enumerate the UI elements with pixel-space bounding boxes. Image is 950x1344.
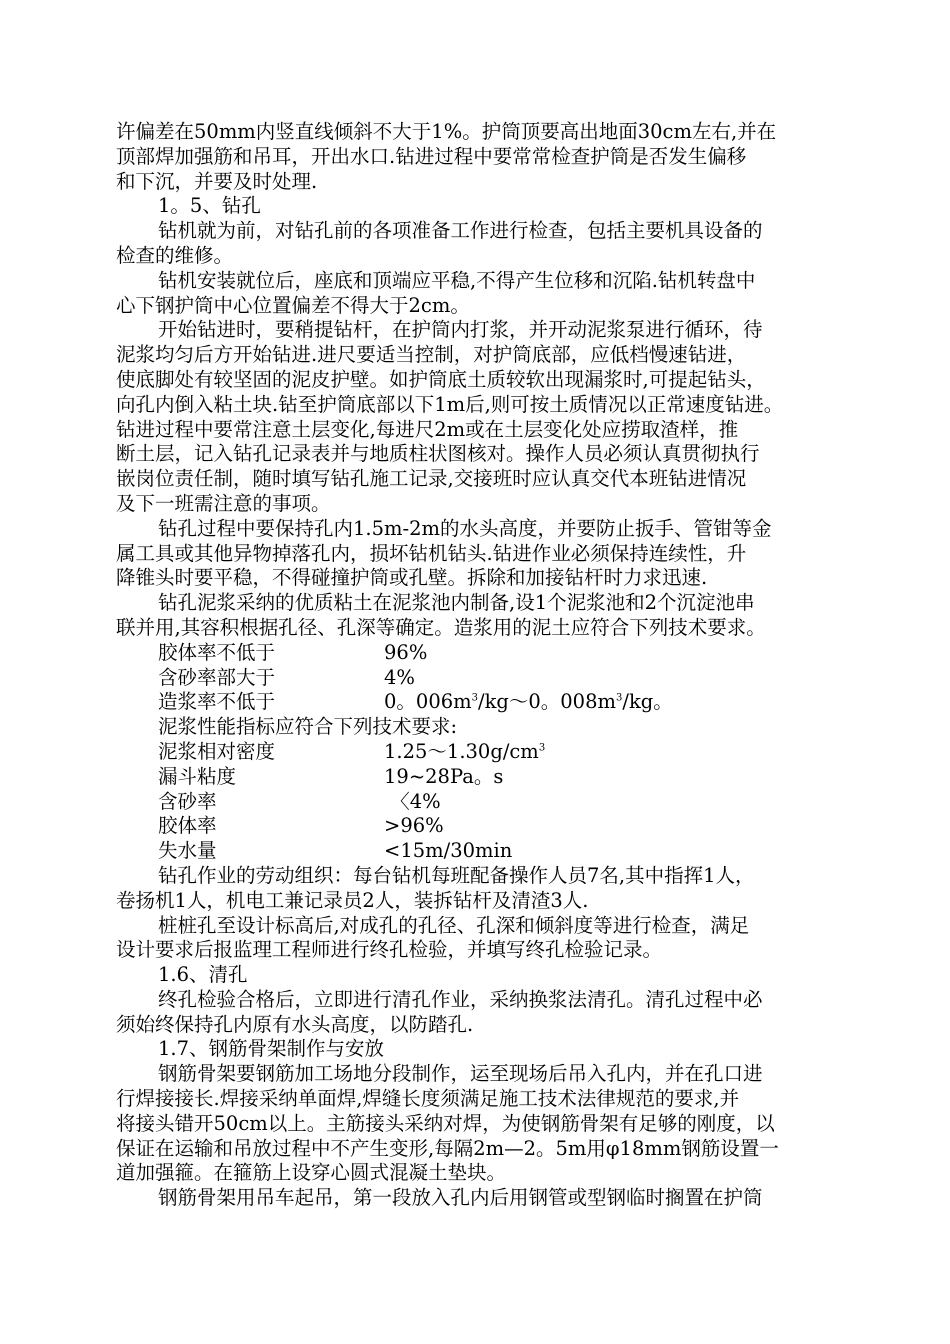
spec-value: <15m/30min [384, 839, 513, 863]
text-line: 许偏差在50mm内竖直线倾斜不大于1%。护筒顶要高出地面30cm左右,并在 [116, 120, 777, 143]
text-line: 开始钻进时，要稍提钻杆，在护筒内打浆，并开动泥浆泵进行循环，待 [158, 318, 763, 342]
spec-label: 含砂率部大于 [158, 665, 276, 689]
text-line: 行焊接接长.焊接采纳单面焊,焊缝长度须满足施工技术法律规范的要求,并 [116, 1087, 740, 1111]
superscript: 3 [471, 692, 478, 704]
text-line: 泥浆性能指标应符合下列技术要求: [158, 715, 458, 739]
spec-row [116, 740, 861, 765]
text-line: 检查的维修。 [116, 243, 234, 267]
text-line: 及下一班需注意的事项。 [116, 491, 331, 515]
text-line: 终孔检验合格后，立即进行清孔作业，采纳换浆法清孔。清孔过程中必 [158, 987, 763, 1011]
text-line: 钻孔作业的劳动组织：每台钻机每班配备操作人员7名,其中指挥1人， [158, 863, 755, 887]
text-line: 心下钢护筒中心位置偏差不得大于2cm。 [116, 293, 470, 317]
spec-label: 胶体率 [158, 814, 217, 838]
spec-row [116, 765, 861, 790]
document-body [116, 120, 861, 1211]
text-line: 钻机安装就位后，座底和顶端应平稳,不得产生位移和沉陷.钻机转盘中 [158, 268, 756, 292]
text-line: 泥浆均匀后方开始钻进.进尺要适当控制，对护筒底部，应低档慢速钻进， [116, 343, 747, 367]
section-heading: 1.6、清孔 [158, 963, 248, 987]
spec-row [116, 666, 861, 691]
superscript: 3 [616, 692, 623, 704]
text-line: 设计要求后报监理工程师进行终孔检验，并填写终孔检验记录。 [116, 938, 663, 962]
text-line: 联并用,其容积根据孔径、孔深等确定。造浆用的泥土应符合下列技术要求。 [116, 615, 766, 639]
text-line: 将接头错开50cm以上。主筋接头采纳对焊，为使钢筋骨架有足够的刚度，以 [116, 1111, 775, 1135]
text-line: 保证在运输和吊放过程中不产生变形,每隔2m—2。5m用φ18mm钢筋设置一 [116, 1136, 779, 1160]
spec-value [384, 740, 545, 765]
text-line: 顶部焊加强筋和吊耳，开出水口.钻进过程中要常常检查护筒是否发生偏移 [116, 144, 747, 168]
text-line: 降锥头时要平稳，不得碰撞护筒或孔壁。拆除和加接钻杆时力求迅速. [116, 566, 708, 590]
text-line: 钻进过程中要常注意土层变化,每进尺2m或在土层变化处应捞取渣样，推 [116, 417, 739, 441]
text-line: 卷扬机1人，机电工兼记录员2人，装拆钻杆及清渣3人. [116, 888, 589, 912]
text-line: 使底脚处有较坚固的泥皮护壁。如护筒底土质较软出现漏浆时,可提起钻头， [116, 367, 766, 391]
spec-value-part: /kg～0。008m [478, 690, 616, 714]
section-heading: 1。5、钻孔 [158, 194, 261, 218]
text-line: 和下沉，并要及时处理. [116, 169, 318, 193]
spec-value: 19~28Pa。s [384, 764, 504, 788]
spec-row [116, 690, 861, 715]
spec-label: 失水量 [158, 839, 217, 863]
spec-row [116, 839, 861, 864]
spec-label: 漏斗粘度 [158, 764, 237, 788]
text-line: 钢筋骨架要钢筋加工场地分段制作，运至现场后吊入孔内，并在孔口进 [158, 1062, 763, 1086]
spec-row [116, 814, 861, 839]
spec-label: 造浆率不低于 [158, 690, 276, 714]
spec-value-part: /kg。 [622, 690, 673, 714]
text-line: 向孔内倒入粘土块.钻至护筒底部以下1m后,则可按土质情况以正常速度钻进。 [116, 392, 784, 416]
spec-label: 含砂率 [158, 789, 217, 813]
text-line: 桩桩孔至设计标高后,对成孔的孔径、孔深和倾斜度等进行检查，满足 [158, 913, 750, 937]
superscript: 3 [538, 742, 546, 754]
text-line: 钻孔过程中要保持孔内1.5m-2m的水头高度，并要防止扳手、管钳等金 [158, 516, 772, 540]
text-line: 道加强箍。在箍筋上设穿心圆式混凝土垫块。 [116, 1161, 507, 1185]
spec-value: 4% [384, 665, 415, 689]
spec-row [116, 790, 861, 815]
text-line: 断土层，记入钻孔记录表并与地质柱状图核对。操作人员必须认真贯彻执行 [116, 442, 760, 466]
text-line: 属工具或其他异物掉落孔内，损坏钻机钻头.钻进作业必须保持连续性，升 [116, 541, 747, 565]
text-line: 钻机就为前，对钻孔前的各项准备工作进行检查，包括主要机具设备的 [158, 219, 763, 243]
spec-row [116, 641, 861, 666]
spec-value [384, 690, 673, 715]
spec-label: 胶体率不低于 [158, 640, 276, 664]
text-line: 嵌岗位责任制，随时填写钻孔施工记录,交接班时应认真交代本班钻进情况 [116, 467, 747, 491]
spec-value: 96% [384, 640, 428, 664]
spec-value: 〈4% [384, 789, 441, 813]
spec-label: 泥浆相对密度 [158, 739, 276, 763]
spec-value-part: 1.25～1.30g/cm [384, 739, 539, 763]
text-line: 钢筋骨架用吊车起吊，第一段放入孔内后用钢管或型钢临时搁置在护筒 [158, 1186, 763, 1210]
section-heading: 1.7、钢筋骨架制作与安放 [158, 1037, 385, 1061]
spec-value-part: 0。006m [384, 690, 472, 714]
spec-value: >96% [384, 814, 444, 838]
text-line: 须始终保持孔内原有水头高度，以防踏孔. [116, 1012, 474, 1036]
text-line: 钻孔泥浆采纳的优质粘土在泥浆池内制备,设1个泥浆池和2个沉淀池串 [158, 591, 755, 615]
